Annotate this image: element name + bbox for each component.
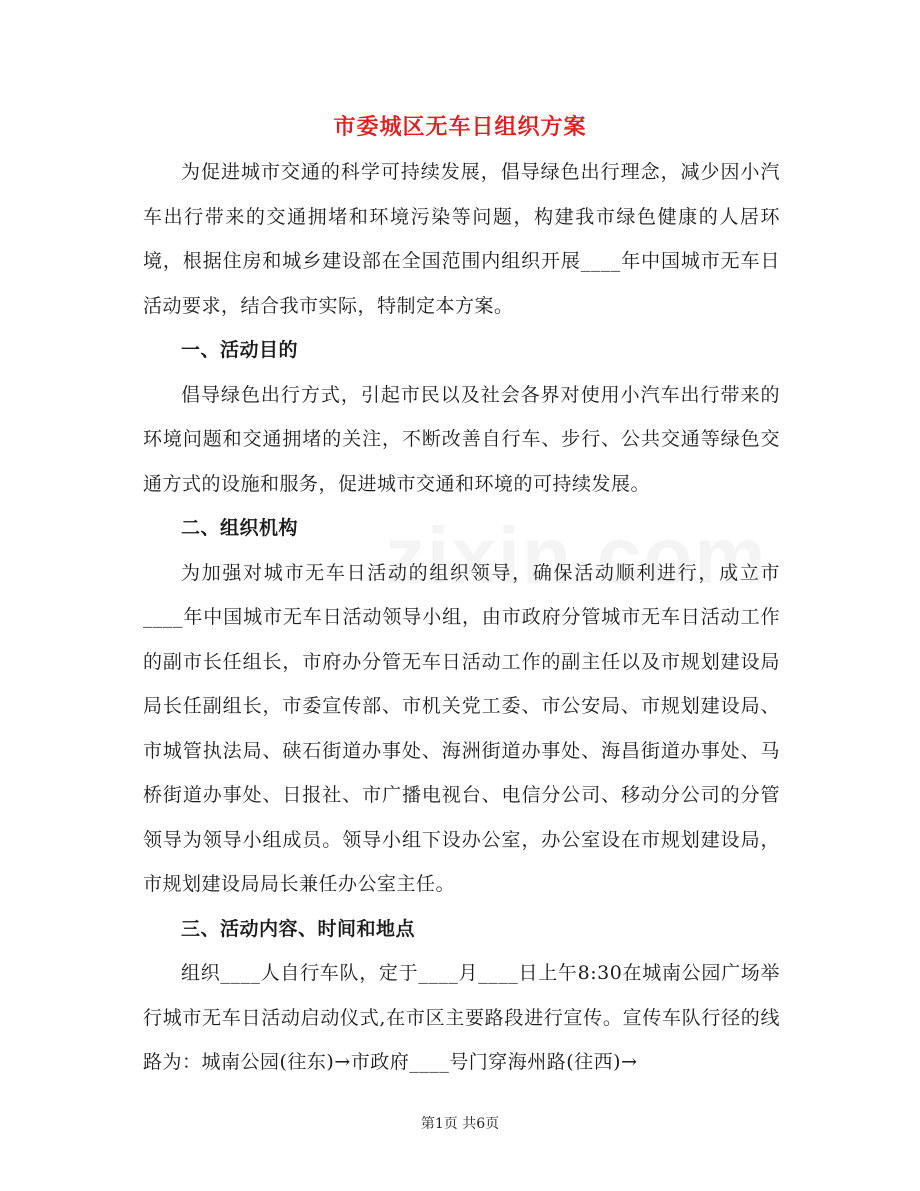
page-number-footer: 第1页 共6页 — [420, 1116, 500, 1132]
section-3-paragraph: 组织____人自行车队，定于____月____日上午8:30在城南公园广场举行城市无车日活动启动仪式,在市区主要路段进行宣传。宣传车队行径的线路为：城南公园(往东)→市政府____号门穿海州路(往西)→ — [143, 962, 780, 1073]
section-2-paragraph: 为加强对城市无车日活动的组织领导，确保活动顺利进行，成立市____年中国城市无车日活动领导小组，由市政府分管城市无车日活动工作的副市长任组长，市府办分管无车日活动工作的副主任以及市规划建设局局长任副组长，市委宣传部、市机关党工委、市公安局、市规划建设局、市城管执法局、硖石街道办事处、海洲街道办事处、海昌街道办事处、马桥街道办事处、日报社、市广播电视台、电信分公司、移动分公司的分管领导为领导小组成员。领导小组下设办公室，办公室设在市规划建设局，市规划建设局局长兼任办公室主任。 — [143, 561, 780, 895]
document-body — [143, 150, 780, 1085]
section-1-paragraph: 倡导绿色出行方式，引起市民以及社会各界对使用小汽车出行带来的环境问题和交通拥堵的关注，不断改善自行车、步行、公共交通等绿色交通方式的设施和服务，促进城市交通和环境的可持续发展。 — [143, 383, 780, 495]
section-3-heading: 三、活动内容、时间和地点 — [181, 917, 416, 940]
document-title: 市委城区无车日组织方案 — [333, 114, 587, 140]
section-2-heading: 二、组织机构 — [181, 517, 299, 539]
section-1-heading: 一、活动目的 — [181, 339, 299, 361]
intro-paragraph: 为促进城市交通的科学可持续发展，倡导绿色出行理念，减少因小汽车出行带来的交通拥堵和环境污染等问题，构建我市绿色健康的人居环境，根据住房和城乡建设部在全国范围内组织开展____年中国城市无车日活动要求，结合我市实际，特制定本方案。 — [143, 161, 780, 317]
